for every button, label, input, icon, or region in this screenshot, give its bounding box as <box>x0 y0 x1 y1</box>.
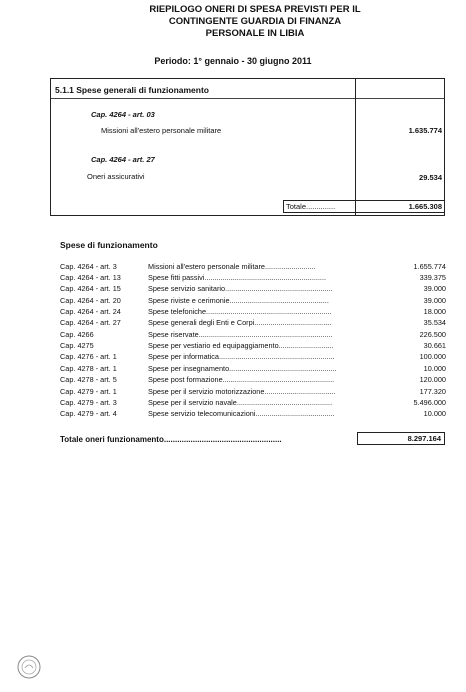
table-row <box>60 307 446 317</box>
table-row <box>60 341 446 351</box>
row-amount: 100.000 <box>419 352 446 361</box>
table-row <box>60 409 446 419</box>
row-desc: Spese fitti passivi............................................................ <box>148 273 327 282</box>
row-desc: Missioni all'estero personale militare......................... <box>148 262 316 271</box>
row-cap: Cap. 4276 - art. 1 <box>60 352 117 361</box>
row-desc: Spese riviste e cerimonie................................................. <box>148 296 329 305</box>
table-row <box>60 398 446 408</box>
row-amount: 18.000 <box>423 307 446 316</box>
row-amount: 30.661 <box>423 341 446 350</box>
row-amount: 177.320 <box>419 387 446 396</box>
row-amount: 10.000 <box>423 409 446 418</box>
row-cap: Cap. 4264 - art. 24 <box>60 307 121 316</box>
row-cap: Cap. 4264 - art. 13 <box>60 273 121 282</box>
row-cap: Cap. 4264 - art. 15 <box>60 284 121 293</box>
table-row <box>60 352 446 362</box>
row-amount: 120.000 <box>419 375 446 384</box>
row-cap: Cap. 4264 - art. 20 <box>60 296 121 305</box>
row-desc: Spese per il servizio motorizzazione................................... <box>148 387 336 396</box>
table-row <box>60 375 446 385</box>
section-title: 5.1.1 Spese generali di funzionamento <box>55 85 209 95</box>
row-cap: Cap. 4279 - art. 4 <box>60 409 117 418</box>
section-total-box <box>283 200 445 213</box>
row-cap: Cap. 4275 <box>60 341 94 350</box>
row-amount: 35.534 <box>423 318 446 327</box>
header-line-2: CONTINGENTE GUARDIA DI FINANZA <box>168 16 342 27</box>
row-desc: Spese post formazione....................................................... <box>148 375 335 384</box>
row-desc: Spese per il servizio navale............................................... <box>148 398 333 407</box>
row-desc: Spese per insegnamento..................................................... <box>148 364 337 373</box>
row-desc: Spese servizio telecomunicazioni....................................... <box>148 409 335 418</box>
table-row <box>60 296 446 306</box>
list-title: Spese di funzionamento <box>60 240 158 250</box>
row-cap: Cap. 4278 - art. 5 <box>60 375 117 384</box>
period-label: Periodo: 1° gennaio - 30 giugno 2011 <box>154 56 312 66</box>
row-cap: Cap. 4278 - art. 1 <box>60 364 117 373</box>
stamp-seal-icon <box>16 654 42 680</box>
row-cap: Cap. 4264 - art. 3 <box>60 262 117 271</box>
row-amount: 10.000 <box>423 364 446 373</box>
table-row <box>60 284 446 294</box>
section-total-amount: 1.665.308 <box>408 202 442 211</box>
box-header-rule <box>51 98 444 99</box>
grand-total-box <box>357 432 445 445</box>
table-row <box>60 330 446 340</box>
row-desc: Spese telefoniche.............................................................. <box>148 307 332 316</box>
row-desc: Spese riservate.................................................................. <box>148 330 333 339</box>
table-row <box>60 318 446 328</box>
grand-total-amount: 8.297.164 <box>407 434 441 443</box>
header-line-3: PERSONALE IN LIBIA <box>205 28 305 39</box>
row-desc: Spese servizio sanitario..................................................... <box>148 284 333 293</box>
item-desc: Missioni all'estero personale militare <box>101 126 222 135</box>
row-amount: 1.655.774 <box>413 262 446 271</box>
row-cap: Cap. 4266 <box>60 330 94 339</box>
item-amount: 1.635.774 <box>408 126 442 135</box>
grand-total-label: Totale oneri funzionamento..................................................... <box>60 435 282 444</box>
summary-box <box>50 78 445 216</box>
item-amount: 29.534 <box>419 173 442 182</box>
table-row <box>60 364 446 374</box>
row-amount: 39.000 <box>423 296 446 305</box>
header-line-1: RIEPILOGO ONERI DI SPESA PREVISTI PER IL <box>149 4 361 15</box>
row-cap: Cap. 4279 - art. 1 <box>60 387 117 396</box>
box-column-divider <box>355 79 356 215</box>
item-cap: Cap. 4264 - art. 03 <box>91 110 155 119</box>
row-amount: 226.500 <box>419 330 446 339</box>
row-cap: Cap. 4264 - art. 27 <box>60 318 121 327</box>
table-row <box>60 387 446 397</box>
row-amount: 5.496.000 <box>413 398 446 407</box>
row-desc: Spese per informatica......................................................... <box>148 352 335 361</box>
row-amount: 39.000 <box>423 284 446 293</box>
item-desc: Oneri assicurativi <box>87 172 145 181</box>
row-desc: Spese generali degli Enti e Corpi...................................... <box>148 318 332 327</box>
item-cap: Cap. 4264 - art. 27 <box>91 155 155 164</box>
section-total-label: Totale.............. <box>286 202 336 211</box>
table-row <box>60 273 446 283</box>
row-desc: Spese per vestiario ed equipaggiamento........................... <box>148 341 334 350</box>
table-row <box>60 262 446 272</box>
row-amount: 339.375 <box>419 273 446 282</box>
row-cap: Cap. 4279 - art. 3 <box>60 398 117 407</box>
